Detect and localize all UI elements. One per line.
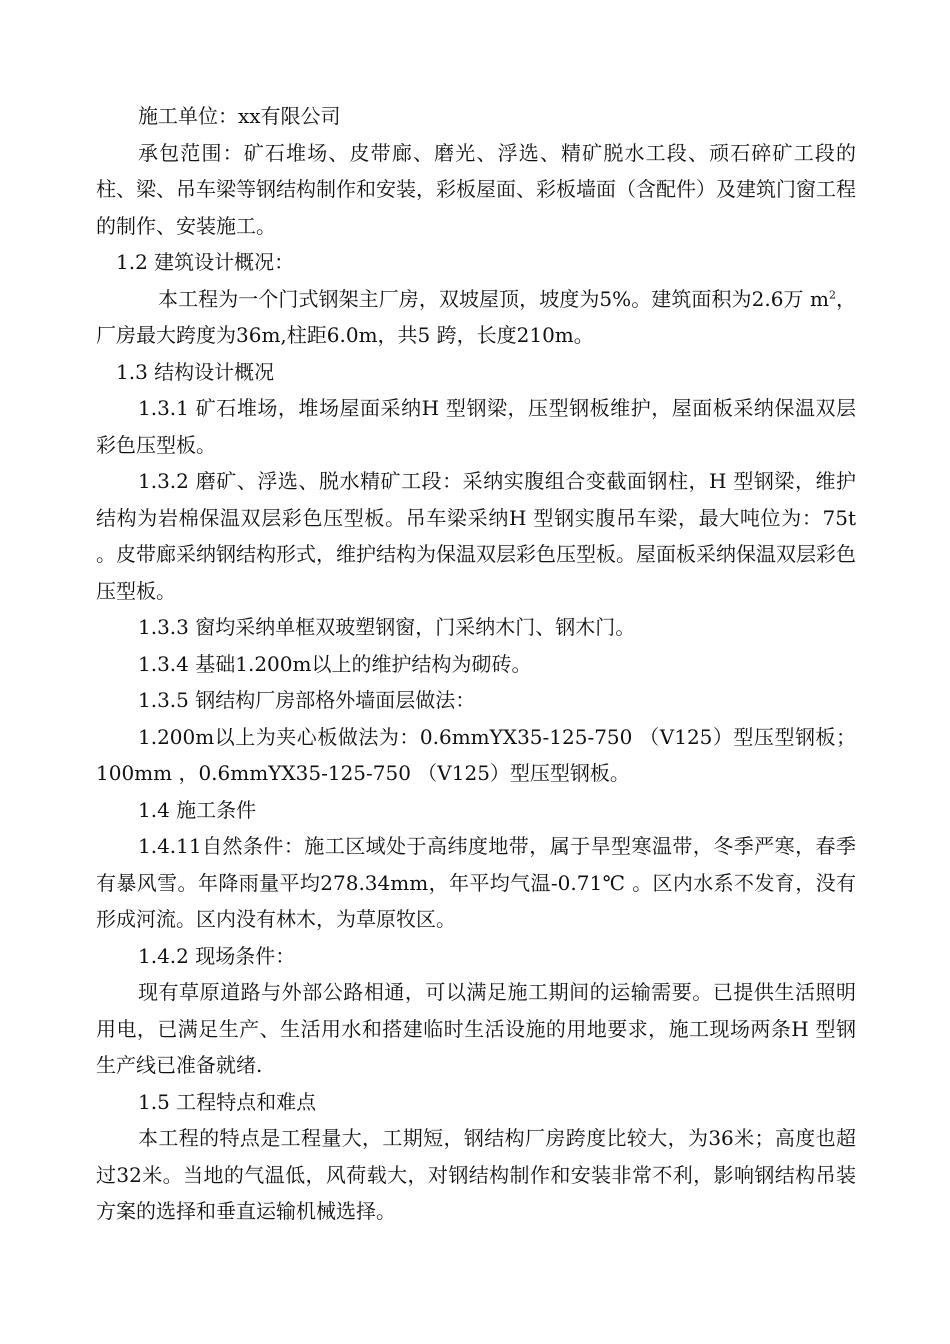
superscript-2: 2 <box>828 287 836 301</box>
heading-1-4-2: 1.4.2 现场条件： <box>138 943 296 968</box>
heading-1-5: 1.5 工程特点和难点 <box>138 1089 317 1114</box>
paragraph-scope: 承包范围：矿石堆场、皮带廊、磨光、浮选、精矿脱水工段、顽石碎矿工段的柱、梁、吊车梁等钢结构制作和安装，彩板屋面、彩板墙面（含配件）及建筑门窗工程的制作、安装施工。 <box>96 140 856 238</box>
paragraph-contractor: 施工单位：xx有限公司 <box>138 104 341 128</box>
building-overview-text-a: 本工程为一个门式钢架主厂房，双坡屋顶，坡度为5%。建筑面积为2.6万 m <box>158 286 829 311</box>
heading-1-2: 1.2 建筑设计概况： <box>116 250 295 274</box>
heading-1-3: 1.3 结构设计概况 <box>116 359 275 384</box>
paragraph-1-3-3: 1.3.3 窗均采纳单框双玻塑钢窗，门采纳木门、钢木门。 <box>138 615 636 639</box>
paragraph-1-4-11: 1.4.11自然条件：施工区域处于高纬度地带，属于旱型寒温带，冬季严寒，春季有暴风雪。年降雨量平均278.34mm，年平均气温-0.71℃ 。区内水系不发育，没有形成河流。区内没有林木，为草原牧区。 <box>96 834 856 931</box>
paragraph-1-3-1: 1.3.1 矿石堆场，堆场屋面采纳H 型钢梁，压型钢板维护，屋面板采纳保温双层彩色压型板。 <box>96 396 856 457</box>
paragraph-1-3-4: 1.3.4 基础1.200m以上的维护结构为砌砖。 <box>138 651 532 676</box>
heading-1-4: 1.4 施工条件 <box>138 797 257 822</box>
paragraph-features: 本工程的特点是工程量大，工期短，钢结构厂房跨度比较大，为36米；高度也超过32米。当地的气温低，风荷载大，对钢结构制作和安装非常不利，影响钢结构吊装方案的选择和垂直运输机械选择。 <box>96 1126 856 1223</box>
paragraph-1-3-5: 1.3.5 钢结构厂房部格外墙面层做法： <box>138 688 476 712</box>
building-overview-text-b: ，厂房最大跨度为36m,柱距6.0m，共5 跨，长度210m。 <box>96 286 857 347</box>
paragraph-site-conditions: 现有草原道路与外部公路相通，可以满足施工期间的运输需要。已提供生活照明用电，已满足生产、生活用水和搭建临时生活设施的用地要求，施工现场两条H 型钢生产线已准备就绪. <box>96 980 856 1077</box>
paragraph-1-3-2: 1.3.2 磨矿、浮选、脱水精矿工段：采纳实腹组合变截面钢柱，H 型钢梁，维护结构为岩棉保温双层彩色压型板。吊车梁采纳H 型钢实腹吊车梁，最大吨位为：75t 。皮带廊采纳钢结构形式，维护结构为保温双层彩色压型板。屋面板采纳保温双层彩色压型板。 <box>96 469 856 603</box>
paragraph-building-overview <box>96 281 856 354</box>
document-body <box>96 98 856 1230</box>
paragraph-sandwich-panel: 1.200m以上为夹心板做法为：0.6mmYX35-125-750 （V125）型压型钢板；100mm ，0.6mmYX35-125-750 （V125）型压型钢板。 <box>96 724 856 785</box>
